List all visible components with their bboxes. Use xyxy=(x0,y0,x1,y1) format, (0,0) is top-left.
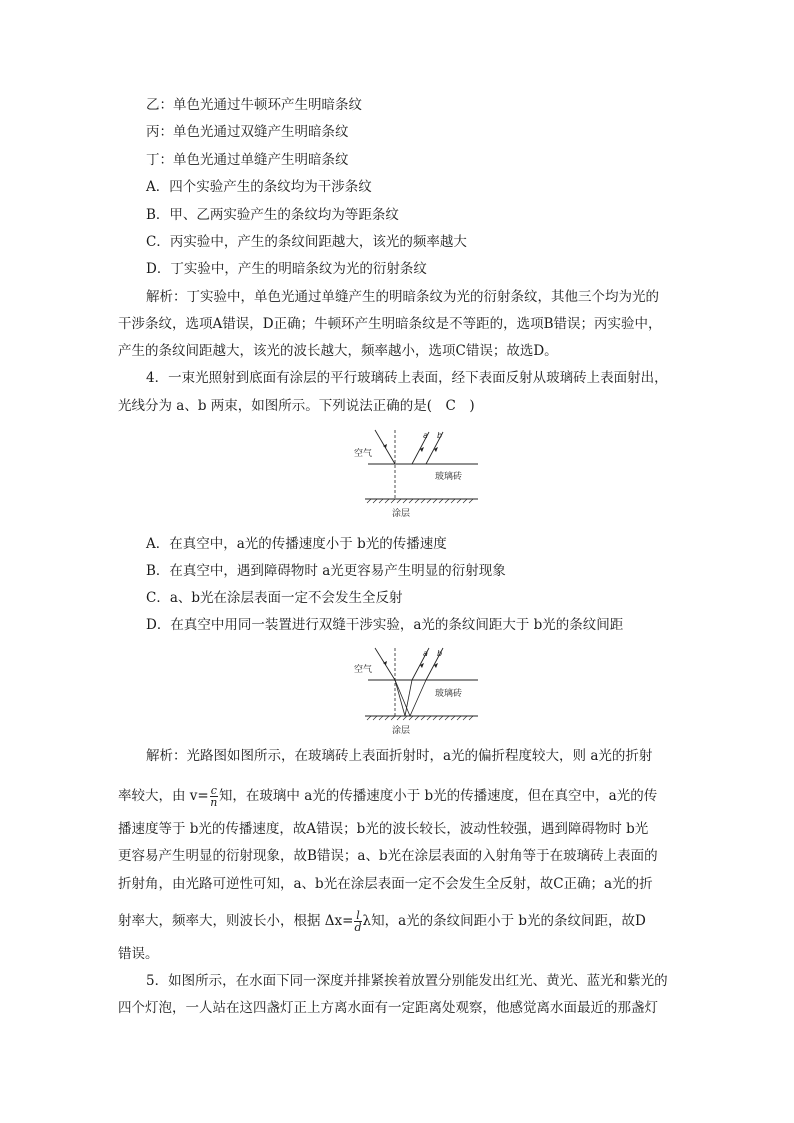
figure-1 xyxy=(340,424,480,520)
text-line: 丙：单色光通过双缝产生明暗条纹 xyxy=(146,124,349,140)
coating-label: 涂层 xyxy=(392,509,411,519)
analysis-line-formula xyxy=(118,910,646,933)
analysis-line: 解析：光路图如图所示，在玻璃砖上表面折射时，a光的偏折程度较大，则 a光的折射 xyxy=(146,748,653,764)
analysis-line: 产生的条纹间距越大，该光的波长越大，频率越小，选项C错误；故选D。 xyxy=(118,343,558,359)
question-4: 4．一束光照射到底面有涂层的平行玻璃砖上表面，经下表面反射从玻璃砖上表面射出， xyxy=(146,370,668,386)
option-d: D．丁实验中，产生的明暗条纹为光的衍射条纹 xyxy=(146,261,427,277)
analysis-line: 错误。 xyxy=(118,946,159,962)
analysis-line: 干涉条纹，选项A错误，D正确；牛顿环产生明暗条纹是不等距的，选项B错误；丙实验中， xyxy=(118,316,662,332)
text-line: 丁：单色光通过单缝产生明暗条纹 xyxy=(146,152,349,168)
text-line: 乙：单色光通过牛顿环产生明暗条纹 xyxy=(146,97,362,113)
analysis-text: 知，在玻璃中 a光的传播速度小于 b光的传播速度，但在真空中，a光的传 xyxy=(218,788,658,804)
analysis-text: λ知，a光的条纹间距小于 b光的条纹间距，故D xyxy=(362,913,646,929)
analysis-text: 射率大，频率大，则波长小，根据 Δx= xyxy=(118,913,354,929)
ray-b-label: b xyxy=(437,649,443,658)
ray-b-label: b xyxy=(437,431,443,440)
fraction-denominator: n xyxy=(210,796,218,809)
option-b: B．在真空中，遇到障碍物时 a光更容易产生明显的衍射现象 xyxy=(146,563,506,579)
option-c: C．a、b光在涂层表面一定不会发生全反射 xyxy=(146,590,403,606)
option-c: C．丙实验中，产生的条纹间距越大，该光的频率越大 xyxy=(146,234,467,250)
fraction-l-over-d xyxy=(354,910,361,933)
fraction-numerator: l xyxy=(356,909,360,922)
analysis-text: 率较大，由 v= xyxy=(118,788,209,804)
coating-label: 涂层 xyxy=(392,726,411,736)
question-5: 四个灯泡，一人站在这四盏灯正上方离水面有一定距离处观察，他感觉离水面最近的那盏灯 xyxy=(118,1000,658,1016)
question-4: 光线分为 a、b 两束，如图所示。下列说法正确的是( C ) xyxy=(118,398,475,414)
air-label: 空气 xyxy=(354,449,373,459)
fraction-c-over-n xyxy=(210,785,218,808)
glass-label: 玻璃砖 xyxy=(435,472,463,482)
ray-a-label: a xyxy=(423,649,428,658)
option-a: A．在真空中，a光的传播速度小于 b光的传播速度 xyxy=(146,536,447,552)
analysis-line: 解析：丁实验中，单色光通过单缝产生的明暗条纹为光的衍射条纹，其他三个均为光的 xyxy=(146,289,659,305)
fraction-numerator: c xyxy=(210,784,217,797)
air-label: 空气 xyxy=(354,665,373,675)
option-b: B．甲、乙两实验产生的条纹均为等距条纹 xyxy=(146,207,399,223)
glass-label: 玻璃砖 xyxy=(435,689,463,699)
ray-a-label: a xyxy=(423,431,428,440)
question-5: 5．如图所示，在水面下同一深度并排紧挨着放置分别能发出红光、黄光、蓝光和紫光的 xyxy=(146,973,668,989)
fraction-denominator: d xyxy=(354,921,362,934)
analysis-line: 折射角，由光路可逆性可知，a、b光在涂层表面一定不会发生全反射，故C正确；a光的折 xyxy=(118,876,653,892)
analysis-line: 更容易产生明显的衍射现象，故B错误；a、b光在涂层表面的入射角等于在玻璃砖上表面的 xyxy=(118,848,658,864)
figure-2 xyxy=(340,644,480,738)
option-a: A．四个实验产生的条纹均为干涉条纹 xyxy=(146,179,372,195)
analysis-line: 播速度等于 b光的传播速度，故A错误；b光的波长较长，波动性较强，遇到障碍物时 b光 xyxy=(118,821,649,837)
analysis-line-formula xyxy=(118,785,657,808)
option-d: D．在真空中用同一装置进行双缝干涉实验，a光的条纹间距大于 b光的条纹间距 xyxy=(146,617,624,633)
